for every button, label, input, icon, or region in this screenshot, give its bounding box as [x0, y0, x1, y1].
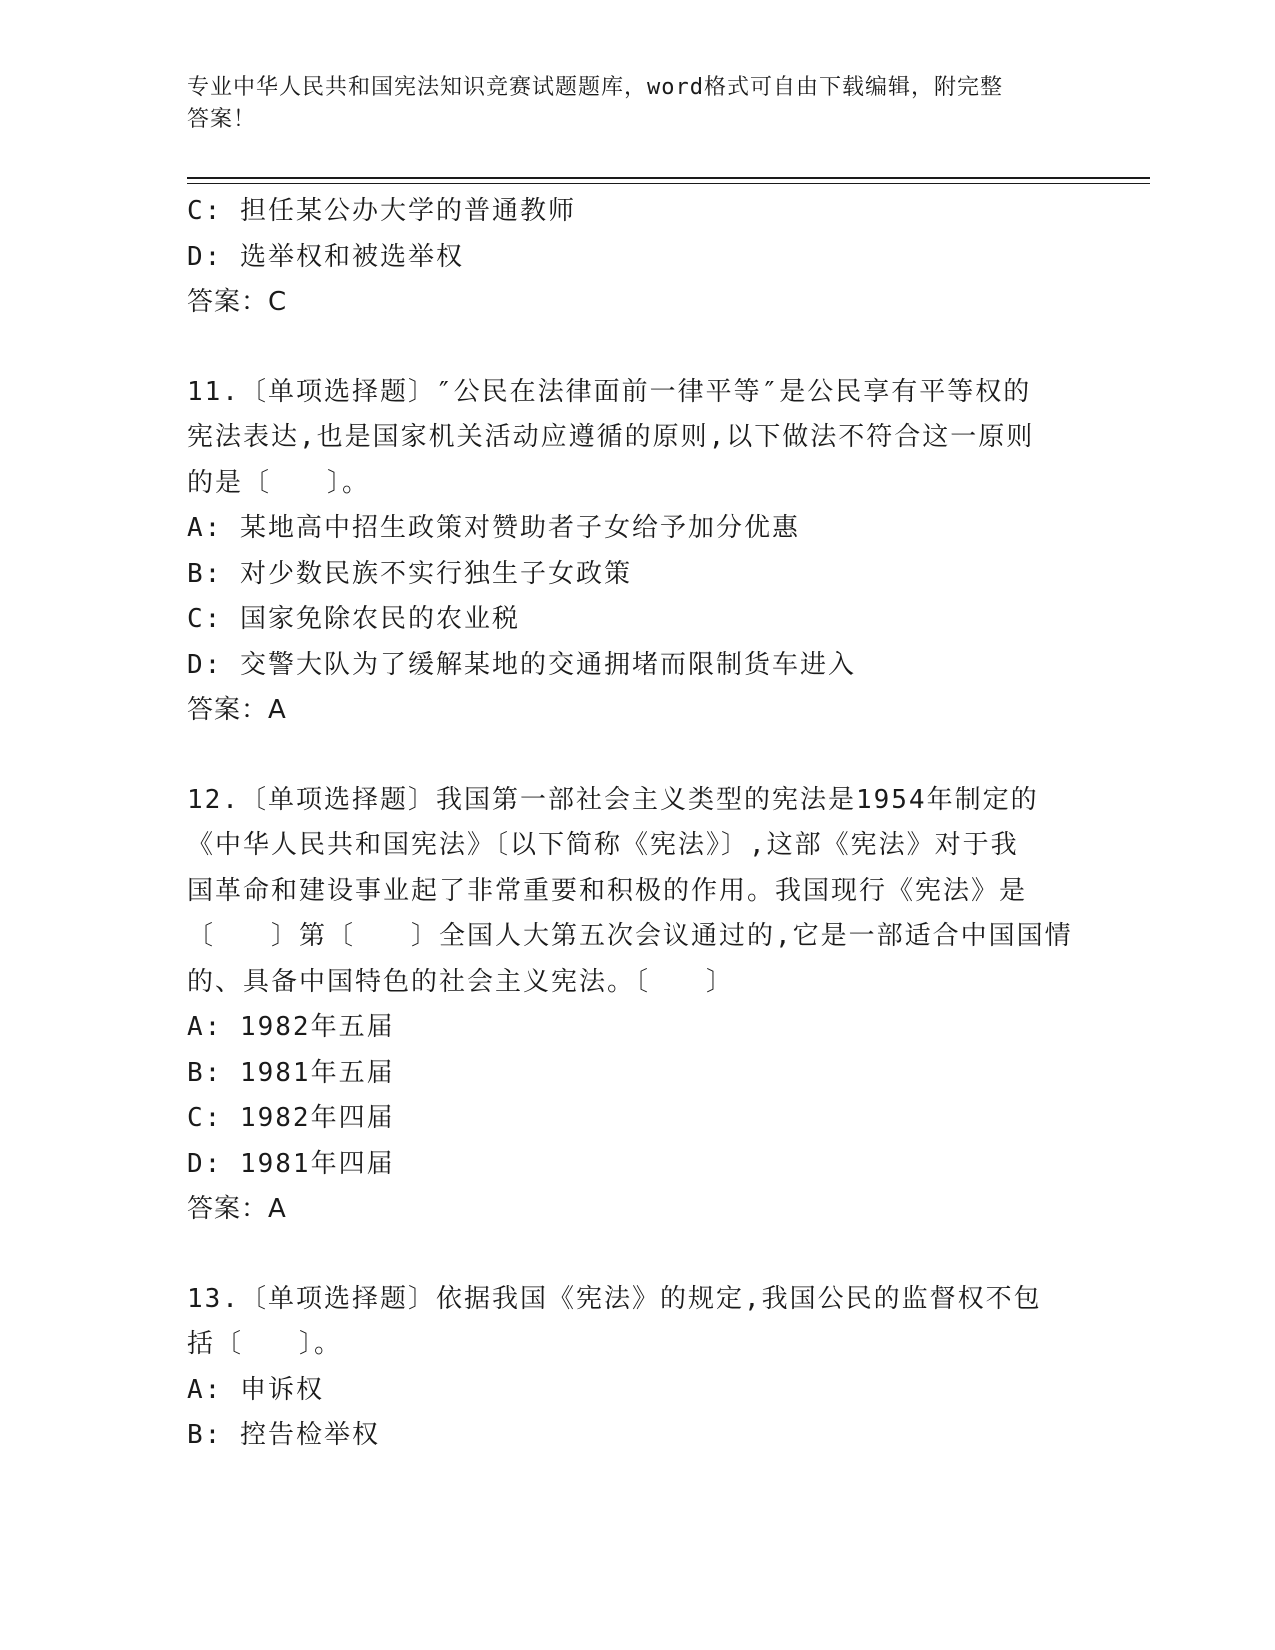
header-divider-thick	[187, 177, 1150, 179]
question-12	[187, 778, 1087, 1233]
option-a: A: 某地高中招生政策对赞助者子女给予加分优惠	[187, 513, 800, 543]
spacer	[187, 326, 1087, 370]
header-title-line-1: 专业中华人民共和国宪法知识竞赛试题题库，word格式可自由下载编辑，附完整	[187, 75, 1003, 100]
option-c: C: 1982年四届	[187, 1103, 395, 1133]
spacer	[187, 734, 1087, 778]
question-stem-line: 国革命和建设事业起了非常重要和积极的作用。我国现行《宪法》是	[187, 875, 1028, 906]
answer-line: 答案：C	[187, 287, 288, 317]
document-header	[187, 72, 1087, 136]
question-stem-line: 11.〔单项选择题〕″公民在法律面前一律平等″是公民享有平等权的	[187, 376, 1032, 407]
option-c: C: 担任某公办大学的普通教师	[187, 196, 576, 226]
option-d: D: 交警大队为了缓解某地的交通拥堵而限制货车进入	[187, 649, 856, 680]
question-13	[187, 1277, 1087, 1459]
question-stem-line: 宪法表达,也是国家机关活动应遵循的原则,以下做法不符合这一原则	[187, 422, 1035, 452]
question-stem-line: 12.〔单项选择题〕我国第一部社会主义类型的宪法是1954年制定的	[187, 784, 1039, 815]
header-title-line-2: 答案！	[187, 107, 257, 132]
spacer	[187, 1233, 1087, 1277]
question-stem-line: 13.〔单项选择题〕依据我国《宪法》的规定,我国公民的监督权不包	[187, 1283, 1042, 1314]
answer-line: 答案：A	[187, 1194, 287, 1224]
option-a: A: 申诉权	[187, 1374, 324, 1405]
question-stem-line: 的、具备中国特色的社会主义宪法。〔 〕	[187, 966, 735, 997]
question-stem-line: 〔 〕第〔 〕全国人大第五次会议通过的,它是一部适合中国国情	[187, 921, 1073, 951]
option-d: D: 1981年四届	[187, 1148, 395, 1179]
question-stem-line: 《中华人民共和国宪法》〔以下简称《宪法》〕,这部《宪法》对于我	[187, 830, 1019, 860]
question-stem-line: 括〔 〕。	[187, 1329, 343, 1359]
answer-line: 答案：A	[187, 695, 287, 725]
option-d: D: 选举权和被选举权	[187, 241, 464, 272]
option-b: B: 1981年五届	[187, 1057, 395, 1088]
header-divider-thin	[187, 183, 1150, 184]
option-a: A: 1982年五届	[187, 1012, 395, 1042]
question-stem-line: 的是〔 〕。	[187, 467, 371, 498]
option-b: B: 控告检举权	[187, 1420, 380, 1450]
previous-question-tail	[187, 189, 1087, 326]
question-11	[187, 370, 1087, 734]
option-b: B: 对少数民族不实行独生子女政策	[187, 558, 632, 589]
option-c: C: 国家免除农民的农业税	[187, 604, 520, 634]
question-list	[187, 189, 1087, 1459]
